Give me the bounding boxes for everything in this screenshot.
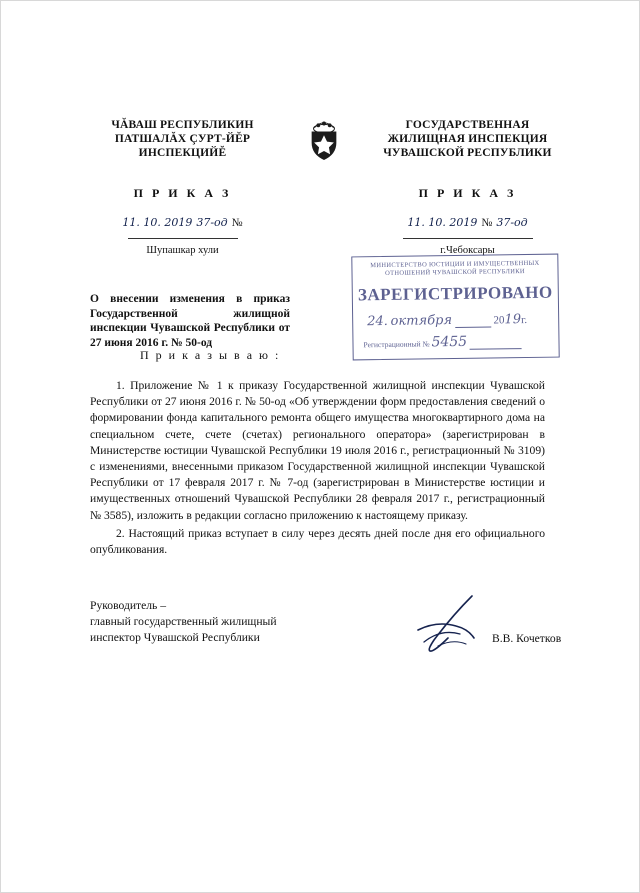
stamp-reg-row xyxy=(353,333,558,352)
signatory-title xyxy=(90,598,390,647)
signatory-name: В.В. Кочетков xyxy=(492,632,562,645)
dateline-rule-left xyxy=(128,237,238,239)
number-label-left: № xyxy=(231,217,243,229)
order-word-chuvash: П Р И К А З xyxy=(133,186,232,200)
stamp-main-text: ЗАРЕГИСТРИРОВАНО xyxy=(357,282,553,305)
org-name-chuvash xyxy=(90,118,275,160)
org-line-2: ПАТШАЛĂХ ÇУРТ-ЙĔР xyxy=(114,133,251,145)
order-dateline-left xyxy=(90,213,275,228)
order-dateline-right xyxy=(375,213,560,228)
stamp-authority xyxy=(352,260,557,279)
coat-of-arms-icon xyxy=(305,120,343,162)
org-line-ru-3: ЧУВАШСКОЙ РЕСПУБЛИКИ xyxy=(383,147,552,159)
stamp-date-day: 24. xyxy=(367,313,388,330)
paragraph-1: 1. Приложение № 1 к приказу Государственной жилищной инспекции Чувашской Республики от 27 июня 2016 г. № 50-од «Об утверждении форм предоставления сведений о формировании фонда капитального ремонта общего имущества многоквартирного дома на специальном счете, счете (счетах) регионального оператора» (зарегистрирован в Министерстве юстиции Чувашской Республики 19 июля 2016 г., регистрационный № 3109) с изменениями, внесенными приказом Государственной жилищной инспекции Чувашской Республики от 17 февраля 2017 г. № 7-од (зарегистрирован в Министерстве юстиции и имущественных отношений Чувашской Республики 28 февраля 2017 г., регистрационный № 3585), изложить в редакции согласно приложению к настоящему приказу. xyxy=(90,379,545,522)
document-subject: О внесении изменения в приказ Государственной жилищной инспекции Чувашской Республики от 27 июня 2016 г. № 50-од xyxy=(90,293,290,349)
stamp-year-prefix: 20 xyxy=(493,314,505,327)
stamp-year: 19 xyxy=(504,312,522,328)
stamp-year-suffix: г. xyxy=(520,314,528,327)
registration-stamp xyxy=(351,254,559,361)
stamp-reg-number: 5455 xyxy=(431,333,468,351)
order-word-russian: П Р И К А З xyxy=(418,186,517,200)
signatory-title-line2: главный государственный жилищный xyxy=(90,615,277,629)
stamp-date-rule xyxy=(455,327,491,329)
stamp-date-month: октября xyxy=(390,313,453,329)
org-name-russian xyxy=(375,118,560,160)
city-left: Шупашкар хули xyxy=(146,245,219,256)
paragraph-2: 2. Настоящий приказ вступает в силу через десять дней после дня его официального опубликования. xyxy=(90,526,545,557)
order-number-right: 37-од xyxy=(496,216,528,229)
order-date-left: 11. 10. 2019 xyxy=(122,216,193,229)
org-line-ru-2: ЖИЛИЩНАЯ ИНСПЕКЦИЯ xyxy=(387,133,548,145)
header-left-column xyxy=(90,118,275,256)
order-verb: П р и к а з ы в а ю : xyxy=(140,348,281,362)
dateline-rule-right xyxy=(403,237,533,239)
header-right-column xyxy=(375,118,560,256)
stamp-reg-label: Регистрационный № xyxy=(363,339,430,350)
document-body xyxy=(90,378,545,558)
order-date-right: 11. 10. 2019 xyxy=(407,216,478,229)
org-line-3: ИНСПЕКЦИЙĔ xyxy=(138,147,227,159)
signatory-title-line3: инспектор Чувашской Республики xyxy=(90,631,260,645)
stamp-reg-rule xyxy=(469,348,521,350)
org-line-1: ЧĂВАШ РЕСПУБЛИКИН xyxy=(111,119,254,131)
signatory-title-line1: Руководитель – xyxy=(90,599,167,612)
org-line-ru-1: ГОСУДАРСТВЕННАЯ xyxy=(405,119,530,131)
city-right: г.Чебоксары xyxy=(440,245,495,256)
stamp-authority-line1: МИНИСТЕРСТВО ЮСТИЦИИ И ИМУЩЕСТВЕННЫХ xyxy=(370,259,540,270)
number-label-right: № xyxy=(481,217,493,229)
order-number-left: 37-од xyxy=(196,216,228,229)
stamp-authority-line2: ОТНОШЕНИЙ ЧУВАШСКОЙ РЕСПУБЛИКИ xyxy=(385,268,525,277)
stamp-date-row xyxy=(353,312,558,330)
handwritten-signature xyxy=(408,594,488,656)
